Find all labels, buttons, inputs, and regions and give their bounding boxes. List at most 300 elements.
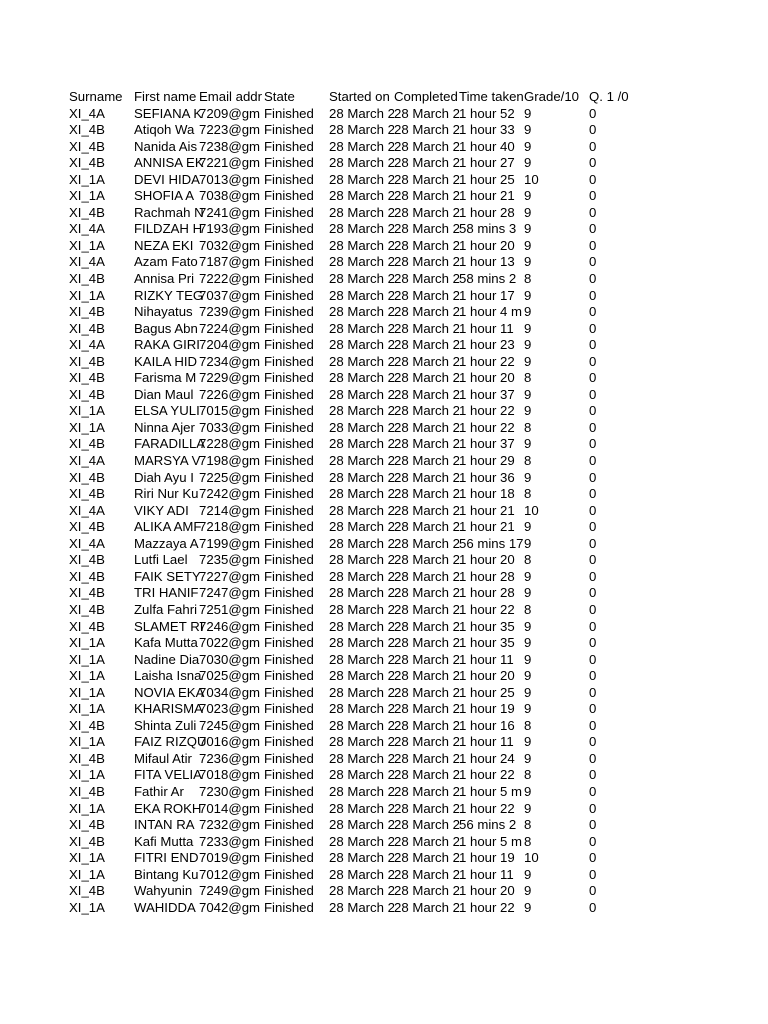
cell-email[interactable]: 7247@gm (199, 585, 261, 601)
cell-grade[interactable]: 10 (524, 171, 539, 187)
cell-completed[interactable]: 28 March 2 (394, 155, 460, 171)
cell-first-name[interactable]: Annisa Pri (134, 271, 195, 287)
cell-surname[interactable]: XI_4B (69, 122, 105, 138)
cell-grade[interactable]: 9 (524, 519, 532, 535)
cell-started-on[interactable]: 28 March 2 (329, 386, 395, 402)
cell-surname[interactable]: XI_1A (69, 237, 105, 253)
header-time-taken[interactable]: Time taken (459, 89, 524, 104)
cell-state[interactable]: Finished (264, 271, 314, 287)
cell-state[interactable]: Finished (264, 850, 314, 866)
cell-started-on[interactable]: 28 March 2 (329, 271, 395, 287)
cell-completed[interactable]: 28 March 2 (394, 618, 460, 634)
cell-q1[interactable]: 0 (589, 122, 597, 138)
cell-time-taken[interactable]: 1 hour 20 (459, 883, 515, 899)
cell-grade[interactable]: 10 (524, 502, 539, 518)
cell-started-on[interactable]: 28 March 2 (329, 403, 395, 419)
cell-q1[interactable]: 0 (589, 237, 597, 253)
cell-surname[interactable]: XI_4B (69, 271, 105, 287)
cell-first-name[interactable]: KAILA HID (134, 353, 198, 369)
header-email[interactable]: Email addr (199, 89, 263, 104)
cell-state[interactable]: Finished (264, 287, 314, 303)
cell-completed[interactable]: 28 March 2 (394, 221, 460, 237)
cell-state[interactable]: Finished (264, 552, 314, 568)
cell-started-on[interactable]: 28 March 2 (329, 370, 395, 386)
cell-started-on[interactable]: 28 March 2 (329, 353, 395, 369)
cell-q1[interactable]: 0 (589, 138, 597, 154)
cell-grade[interactable]: 9 (524, 320, 532, 336)
cell-q1[interactable]: 0 (589, 271, 597, 287)
cell-surname[interactable]: XI_4A (69, 502, 105, 518)
cell-first-name[interactable]: TRI HANIF (134, 585, 199, 601)
cell-first-name[interactable]: SLAMET RI (134, 618, 204, 634)
cell-time-taken[interactable]: 56 mins 2 (459, 817, 517, 833)
cell-first-name[interactable]: Kafi Mutta (134, 833, 194, 849)
cell-surname[interactable]: XI_4B (69, 519, 105, 535)
cell-first-name[interactable]: FARADILLA (134, 436, 206, 452)
cell-first-name[interactable]: FITA VELIA (134, 767, 202, 783)
cell-q1[interactable]: 0 (589, 105, 597, 121)
cell-email[interactable]: 7209@gm (199, 105, 261, 121)
cell-started-on[interactable]: 28 March 2 (329, 585, 395, 601)
cell-first-name[interactable]: Zulfa Fahri (134, 601, 198, 617)
cell-surname[interactable]: XI_4B (69, 552, 105, 568)
cell-state[interactable]: Finished (264, 684, 314, 700)
cell-email[interactable]: 7251@gm (199, 601, 261, 617)
cell-q1[interactable]: 0 (589, 171, 597, 187)
cell-email[interactable]: 7199@gm (199, 535, 261, 551)
cell-started-on[interactable]: 28 March 2 (329, 850, 395, 866)
cell-completed[interactable]: 28 March 2 (394, 171, 460, 187)
cell-q1[interactable]: 0 (589, 486, 597, 502)
cell-first-name[interactable]: RAKA GIRI (134, 337, 200, 353)
cell-completed[interactable]: 28 March 2 (394, 601, 460, 617)
cell-state[interactable]: Finished (264, 188, 314, 204)
cell-email[interactable]: 7245@gm (199, 717, 261, 733)
cell-state[interactable]: Finished (264, 370, 314, 386)
cell-first-name[interactable]: Nihayatus (134, 304, 193, 320)
cell-completed[interactable]: 28 March 2 (394, 817, 460, 833)
cell-time-taken[interactable]: 1 hour 19 (459, 850, 515, 866)
cell-state[interactable]: Finished (264, 783, 314, 799)
cell-state[interactable]: Finished (264, 601, 314, 617)
cell-time-taken[interactable]: 1 hour 11 (459, 866, 514, 882)
cell-started-on[interactable]: 28 March 2 (329, 171, 395, 187)
cell-q1[interactable]: 0 (589, 668, 597, 684)
cell-started-on[interactable]: 28 March 2 (329, 337, 395, 353)
cell-state[interactable]: Finished (264, 734, 314, 750)
cell-completed[interactable]: 28 March 2 (394, 370, 460, 386)
cell-grade[interactable]: 9 (524, 204, 532, 220)
cell-surname[interactable]: XI_4B (69, 370, 105, 386)
cell-surname[interactable]: XI_1A (69, 188, 105, 204)
cell-grade[interactable]: 8 (524, 453, 532, 469)
cell-q1[interactable]: 0 (589, 337, 597, 353)
cell-state[interactable]: Finished (264, 535, 314, 551)
cell-completed[interactable]: 28 March 2 (394, 403, 460, 419)
cell-completed[interactable]: 28 March 2 (394, 469, 460, 485)
cell-surname[interactable]: XI_1A (69, 171, 105, 187)
cell-completed[interactable]: 28 March 2 (394, 304, 460, 320)
cell-started-on[interactable]: 28 March 2 (329, 453, 395, 469)
cell-state[interactable]: Finished (264, 221, 314, 237)
cell-q1[interactable]: 0 (589, 552, 597, 568)
cell-grade[interactable]: 9 (524, 188, 532, 204)
cell-surname[interactable]: XI_1A (69, 651, 105, 667)
cell-state[interactable]: Finished (264, 883, 314, 899)
cell-email[interactable]: 7014@gm (199, 800, 261, 816)
cell-q1[interactable]: 0 (589, 436, 597, 452)
cell-grade[interactable]: 9 (524, 684, 532, 700)
cell-surname[interactable]: XI_4B (69, 469, 105, 485)
cell-email[interactable]: 7032@gm (199, 237, 261, 253)
cell-email[interactable]: 7235@gm (199, 552, 261, 568)
cell-email[interactable]: 7238@gm (199, 138, 261, 154)
cell-email[interactable]: 7037@gm (199, 287, 261, 303)
cell-completed[interactable]: 28 March 2 (394, 552, 460, 568)
cell-q1[interactable]: 0 (589, 651, 597, 667)
cell-state[interactable]: Finished (264, 386, 314, 402)
cell-time-taken[interactable]: 1 hour 22 (459, 899, 515, 915)
cell-first-name[interactable]: Shinta Zuli (134, 717, 197, 733)
cell-completed[interactable]: 28 March 2 (394, 635, 460, 651)
cell-started-on[interactable]: 28 March 2 (329, 221, 395, 237)
cell-state[interactable]: Finished (264, 635, 314, 651)
cell-time-taken[interactable]: 56 mins 17 (459, 535, 524, 551)
cell-started-on[interactable]: 28 March 2 (329, 237, 395, 253)
header-q1[interactable]: Q. 1 /0 (589, 89, 629, 104)
cell-time-taken[interactable]: 1 hour 27 (459, 155, 515, 171)
cell-completed[interactable]: 28 March 2 (394, 188, 460, 204)
cell-email[interactable]: 7232@gm (199, 817, 261, 833)
cell-grade[interactable]: 8 (524, 817, 532, 833)
cell-grade[interactable]: 9 (524, 436, 532, 452)
cell-completed[interactable]: 28 March 2 (394, 237, 460, 253)
cell-first-name[interactable]: NOVIA EKA (134, 684, 205, 700)
cell-time-taken[interactable]: 1 hour 22 (459, 767, 515, 783)
cell-grade[interactable]: 9 (524, 221, 532, 237)
cell-state[interactable]: Finished (264, 519, 314, 535)
cell-state[interactable]: Finished (264, 237, 314, 253)
cell-q1[interactable]: 0 (589, 684, 597, 700)
cell-first-name[interactable]: Dian Maul (134, 386, 194, 402)
cell-started-on[interactable]: 28 March 2 (329, 122, 395, 138)
cell-started-on[interactable]: 28 March 2 (329, 155, 395, 171)
cell-started-on[interactable]: 28 March 2 (329, 105, 395, 121)
cell-state[interactable]: Finished (264, 568, 314, 584)
cell-email[interactable]: 7222@gm (199, 271, 261, 287)
cell-started-on[interactable]: 28 March 2 (329, 287, 395, 303)
cell-grade[interactable]: 9 (524, 122, 532, 138)
cell-first-name[interactable]: Bagus Abn (134, 320, 198, 336)
cell-completed[interactable]: 28 March 2 (394, 502, 460, 518)
cell-started-on[interactable]: 28 March 2 (329, 568, 395, 584)
cell-email[interactable]: 7025@gm (199, 668, 261, 684)
cell-q1[interactable]: 0 (589, 635, 597, 651)
cell-time-taken[interactable]: 1 hour 37 (459, 386, 515, 402)
cell-first-name[interactable]: DEVI HIDA (134, 171, 200, 187)
cell-email[interactable]: 7221@gm (199, 155, 261, 171)
cell-q1[interactable]: 0 (589, 833, 597, 849)
cell-started-on[interactable]: 28 March 2 (329, 883, 395, 899)
cell-grade[interactable]: 9 (524, 635, 532, 651)
cell-time-taken[interactable]: 1 hour 28 (459, 585, 515, 601)
cell-completed[interactable]: 28 March 2 (394, 436, 460, 452)
cell-time-taken[interactable]: 1 hour 21 (459, 502, 515, 518)
cell-first-name[interactable]: Nanida Ais (134, 138, 198, 154)
cell-surname[interactable]: XI_4B (69, 568, 105, 584)
cell-time-taken[interactable]: 1 hour 35 (459, 635, 515, 651)
cell-started-on[interactable]: 28 March 2 (329, 651, 395, 667)
cell-grade[interactable]: 9 (524, 469, 532, 485)
cell-state[interactable]: Finished (264, 105, 314, 121)
cell-state[interactable]: Finished (264, 833, 314, 849)
cell-surname[interactable]: XI_4A (69, 221, 105, 237)
cell-completed[interactable]: 28 March 2 (394, 767, 460, 783)
cell-surname[interactable]: XI_4B (69, 353, 105, 369)
cell-started-on[interactable]: 28 March 2 (329, 833, 395, 849)
cell-email[interactable]: 7224@gm (199, 320, 261, 336)
cell-grade[interactable]: 9 (524, 105, 532, 121)
cell-q1[interactable]: 0 (589, 535, 597, 551)
cell-completed[interactable]: 28 March 2 (394, 568, 460, 584)
cell-q1[interactable]: 0 (589, 304, 597, 320)
cell-surname[interactable]: XI_4B (69, 883, 105, 899)
cell-completed[interactable]: 28 March 2 (394, 254, 460, 270)
cell-completed[interactable]: 28 March 2 (394, 850, 460, 866)
cell-completed[interactable]: 28 March 2 (394, 519, 460, 535)
cell-grade[interactable]: 9 (524, 783, 532, 799)
cell-started-on[interactable]: 28 March 2 (329, 436, 395, 452)
cell-email[interactable]: 7022@gm (199, 635, 261, 651)
cell-surname[interactable]: XI_4B (69, 817, 105, 833)
cell-started-on[interactable]: 28 March 2 (329, 254, 395, 270)
cell-surname[interactable]: XI_4B (69, 304, 105, 320)
cell-email[interactable]: 7013@gm (199, 171, 261, 187)
cell-started-on[interactable]: 28 March 2 (329, 750, 395, 766)
cell-time-taken[interactable]: 1 hour 29 (459, 453, 515, 469)
cell-q1[interactable]: 0 (589, 568, 597, 584)
cell-completed[interactable]: 28 March 2 (394, 486, 460, 502)
cell-surname[interactable]: XI_4B (69, 717, 105, 733)
cell-email[interactable]: 7228@gm (199, 436, 261, 452)
cell-grade[interactable]: 9 (524, 883, 532, 899)
cell-surname[interactable]: XI_1A (69, 734, 105, 750)
cell-surname[interactable]: XI_4B (69, 585, 105, 601)
cell-q1[interactable]: 0 (589, 701, 597, 717)
cell-completed[interactable]: 28 March 2 (394, 122, 460, 138)
cell-q1[interactable]: 0 (589, 221, 597, 237)
cell-grade[interactable]: 9 (524, 337, 532, 353)
cell-time-taken[interactable]: 1 hour 4 m (459, 304, 523, 320)
cell-state[interactable]: Finished (264, 304, 314, 320)
cell-started-on[interactable]: 28 March 2 (329, 783, 395, 799)
cell-surname[interactable]: XI_1A (69, 767, 105, 783)
cell-started-on[interactable]: 28 March 2 (329, 535, 395, 551)
cell-state[interactable]: Finished (264, 469, 314, 485)
cell-first-name[interactable]: ANNISA EK (134, 155, 204, 171)
cell-grade[interactable]: 8 (524, 419, 532, 435)
cell-completed[interactable]: 28 March 2 (394, 717, 460, 733)
header-started-on[interactable]: Started on (329, 89, 390, 104)
cell-first-name[interactable]: Atiqoh Wa (134, 122, 195, 138)
cell-email[interactable]: 7242@gm (199, 486, 261, 502)
cell-grade[interactable]: 9 (524, 800, 532, 816)
cell-surname[interactable]: XI_1A (69, 899, 105, 915)
cell-first-name[interactable]: KHARISMA (134, 701, 203, 717)
cell-state[interactable]: Finished (264, 403, 314, 419)
cell-started-on[interactable]: 28 March 2 (329, 601, 395, 617)
cell-time-taken[interactable]: 1 hour 25 (459, 171, 515, 187)
cell-email[interactable]: 7226@gm (199, 386, 261, 402)
cell-state[interactable]: Finished (264, 651, 314, 667)
cell-completed[interactable]: 28 March 2 (394, 899, 460, 915)
cell-email[interactable]: 7019@gm (199, 850, 261, 866)
cell-state[interactable]: Finished (264, 486, 314, 502)
cell-state[interactable]: Finished (264, 419, 314, 435)
cell-state[interactable]: Finished (264, 817, 314, 833)
cell-completed[interactable]: 28 March 2 (394, 419, 460, 435)
cell-q1[interactable]: 0 (589, 453, 597, 469)
cell-state[interactable]: Finished (264, 453, 314, 469)
cell-completed[interactable]: 28 March 2 (394, 287, 460, 303)
cell-surname[interactable]: XI_4B (69, 486, 105, 502)
cell-q1[interactable]: 0 (589, 403, 597, 419)
cell-first-name[interactable]: Laisha Isna (134, 668, 202, 684)
cell-surname[interactable]: XI_1A (69, 668, 105, 684)
cell-first-name[interactable]: NEZA EKI (134, 237, 194, 253)
cell-state[interactable]: Finished (264, 585, 314, 601)
cell-state[interactable]: Finished (264, 502, 314, 518)
cell-grade[interactable]: 8 (524, 552, 532, 568)
cell-email[interactable]: 7023@gm (199, 701, 261, 717)
cell-time-taken[interactable]: 1 hour 23 (459, 337, 515, 353)
cell-first-name[interactable]: SEFIANA K (134, 105, 203, 121)
cell-email[interactable]: 7187@gm (199, 254, 261, 270)
cell-surname[interactable]: XI_1A (69, 419, 105, 435)
cell-grade[interactable]: 9 (524, 651, 532, 667)
cell-state[interactable]: Finished (264, 618, 314, 634)
cell-first-name[interactable]: FITRI END (134, 850, 199, 866)
cell-grade[interactable]: 8 (524, 601, 532, 617)
cell-started-on[interactable]: 28 March 2 (329, 734, 395, 750)
cell-completed[interactable]: 28 March 2 (394, 750, 460, 766)
cell-q1[interactable]: 0 (589, 155, 597, 171)
cell-completed[interactable]: 28 March 2 (394, 833, 460, 849)
cell-started-on[interactable]: 28 March 2 (329, 635, 395, 651)
cell-state[interactable]: Finished (264, 171, 314, 187)
cell-first-name[interactable]: FAIK SETY (134, 568, 201, 584)
cell-email[interactable]: 7038@gm (199, 188, 261, 204)
cell-surname[interactable]: XI_4B (69, 386, 105, 402)
cell-q1[interactable]: 0 (589, 370, 597, 386)
cell-started-on[interactable]: 28 March 2 (329, 519, 395, 535)
cell-surname[interactable]: XI_4B (69, 618, 105, 634)
cell-first-name[interactable]: EKA ROKH (134, 800, 202, 816)
cell-started-on[interactable]: 28 March 2 (329, 668, 395, 684)
cell-started-on[interactable]: 28 March 2 (329, 800, 395, 816)
cell-first-name[interactable]: Wahyunin (134, 883, 193, 899)
cell-email[interactable]: 7218@gm (199, 519, 261, 535)
cell-q1[interactable]: 0 (589, 254, 597, 270)
cell-completed[interactable]: 28 March 2 (394, 535, 460, 551)
cell-first-name[interactable]: Fathir Ar (134, 783, 184, 799)
cell-q1[interactable]: 0 (589, 469, 597, 485)
cell-grade[interactable]: 9 (524, 618, 532, 634)
cell-first-name[interactable]: Kafa Mutta (134, 635, 198, 651)
cell-started-on[interactable]: 28 March 2 (329, 817, 395, 833)
cell-completed[interactable]: 28 March 2 (394, 734, 460, 750)
cell-grade[interactable]: 8 (524, 271, 532, 287)
cell-first-name[interactable]: Riri Nur Ku (134, 486, 199, 502)
cell-grade[interactable]: 8 (524, 767, 532, 783)
cell-state[interactable]: Finished (264, 800, 314, 816)
cell-email[interactable]: 7227@gm (199, 568, 261, 584)
cell-surname[interactable]: XI_1A (69, 800, 105, 816)
cell-email[interactable]: 7229@gm (199, 370, 261, 386)
cell-completed[interactable]: 28 March 2 (394, 353, 460, 369)
cell-first-name[interactable]: Bintang Ku (134, 866, 199, 882)
cell-surname[interactable]: XI_4A (69, 453, 105, 469)
cell-q1[interactable]: 0 (589, 717, 597, 733)
cell-q1[interactable]: 0 (589, 601, 597, 617)
cell-surname[interactable]: XI_4B (69, 155, 105, 171)
cell-surname[interactable]: XI_1A (69, 850, 105, 866)
cell-state[interactable]: Finished (264, 436, 314, 452)
cell-email[interactable]: 7042@gm (199, 899, 261, 915)
cell-grade[interactable]: 9 (524, 353, 532, 369)
cell-email[interactable]: 7198@gm (199, 453, 261, 469)
cell-q1[interactable]: 0 (589, 734, 597, 750)
cell-started-on[interactable]: 28 March 2 (329, 717, 395, 733)
cell-q1[interactable]: 0 (589, 866, 597, 882)
cell-email[interactable]: 7249@gm (199, 883, 261, 899)
cell-time-taken[interactable]: 1 hour 40 (459, 138, 515, 154)
cell-time-taken[interactable]: 1 hour 17 (459, 287, 515, 303)
cell-first-name[interactable]: Farisma M (134, 370, 197, 386)
cell-surname[interactable]: XI_4A (69, 337, 105, 353)
cell-time-taken[interactable]: 1 hour 22 (459, 419, 515, 435)
cell-email[interactable]: 7030@gm (199, 651, 261, 667)
cell-first-name[interactable]: Mazzaya A (134, 535, 199, 551)
cell-grade[interactable]: 9 (524, 568, 532, 584)
cell-email[interactable]: 7223@gm (199, 122, 261, 138)
cell-q1[interactable]: 0 (589, 883, 597, 899)
cell-time-taken[interactable]: 1 hour 28 (459, 204, 515, 220)
cell-first-name[interactable]: ALIKA AMF (134, 519, 202, 535)
cell-completed[interactable]: 28 March 2 (394, 585, 460, 601)
cell-completed[interactable]: 28 March 2 (394, 883, 460, 899)
cell-time-taken[interactable]: 1 hour 11 (459, 320, 514, 336)
cell-email[interactable]: 7018@gm (199, 767, 261, 783)
cell-time-taken[interactable]: 1 hour 28 (459, 568, 515, 584)
cell-email[interactable]: 7225@gm (199, 469, 261, 485)
cell-grade[interactable]: 9 (524, 668, 532, 684)
cell-completed[interactable]: 28 March 2 (394, 204, 460, 220)
header-grade[interactable]: Grade/10 (524, 89, 579, 104)
cell-q1[interactable]: 0 (589, 800, 597, 816)
cell-q1[interactable]: 0 (589, 519, 597, 535)
cell-started-on[interactable]: 28 March 2 (329, 866, 395, 882)
cell-surname[interactable]: XI_4A (69, 254, 105, 270)
cell-completed[interactable]: 28 March 2 (394, 271, 460, 287)
cell-time-taken[interactable]: 1 hour 19 (459, 701, 515, 717)
cell-first-name[interactable]: Ninna Ajer (134, 419, 195, 435)
cell-email[interactable]: 7193@gm (199, 221, 261, 237)
cell-q1[interactable]: 0 (589, 618, 597, 634)
cell-surname[interactable]: XI_1A (69, 866, 105, 882)
cell-q1[interactable]: 0 (589, 419, 597, 435)
cell-email[interactable]: 7233@gm (199, 833, 261, 849)
